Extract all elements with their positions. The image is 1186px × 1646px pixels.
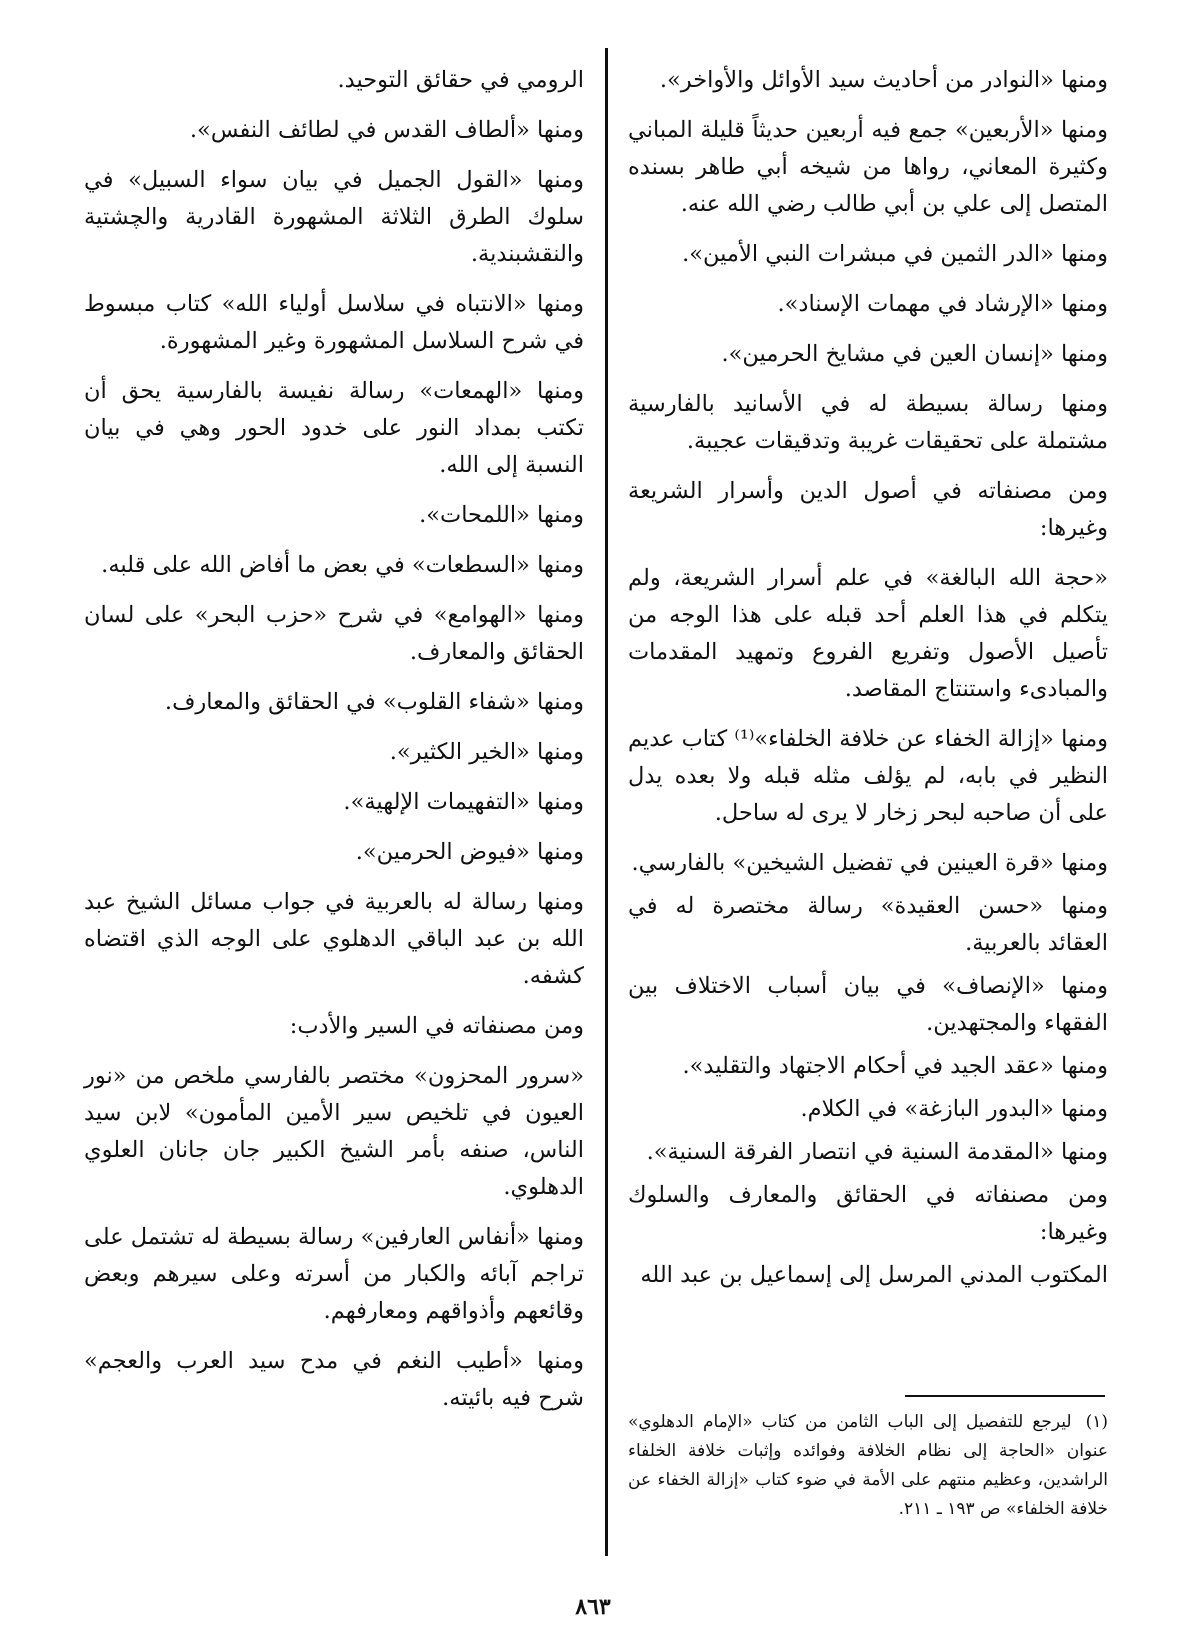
paragraph: ومنها «أطيب النغم في مدح سيد العرب والعجم» شرح فيه بائيته.: [84, 1348, 584, 1411]
paragraph: ومنها «الإرشاد في مهمات الإسناد».: [777, 291, 1108, 317]
paragraph: ومنها «الخير الكثير».: [389, 739, 584, 765]
paragraph: ومنها «إزالة الخفاء عن خلافة الخلفاء»⁽¹⁾ كتاب عديم النظير في بابه، لم يؤلف مثله قبله ولا بعده يدل على أن صاحبه لبحر زخار لا يرى له ساحل.: [628, 726, 1109, 826]
section-heading: ومن مصنفاته في السير والأدب:: [289, 1013, 584, 1039]
page-number: ٨٦٣: [575, 1594, 611, 1620]
paragraph: ومنها رسالة له بالعربية في جواب مسائل الشيخ عبد الله بن عبد الباقي الدهلوي على الوجه الذي اقتضاه كشفه.: [84, 889, 584, 989]
section-heading: ومن مصنفاته في أصول الدين وأسرار الشريعة وغيرها:: [628, 478, 1108, 541]
paragraph: ومنها «الإنصاف» في بيان أسباب الاختلاف بين الفقهاء والمجتهدين.: [628, 973, 1108, 1036]
paragraph: ومنها «عقد الجيد في أحكام الاجتهاد والتقليد».: [682, 1053, 1108, 1079]
column-divider: [605, 48, 608, 1556]
paragraph: «حجة الله البالغة» في علم أسرار الشريعة، ولم يتكلم في هذا العلم أحد قبله على هذا الوجه من تأصيل الأصول وتفريع الفروع وتمهيد المقدمات والمبادىء واستنتاج المقاصد.: [628, 565, 1108, 702]
paragraph: ومنها «فيوض الحرمين».: [355, 839, 584, 865]
paragraph: ومنها رسالة بسيطة له في الأسانيد بالفارسية مشتملة على تحقيقات غريبة وتدقيقات عجيبة.: [628, 391, 1108, 454]
paragraph: ومنها «شفاء القلوب» في الحقائق والمعارف.: [164, 689, 584, 715]
paragraph: ومنها «النوادر من أحاديث سيد الأوائل والأواخر».: [659, 67, 1108, 93]
paragraph: المكتوب المدني المرسل إلى إسماعيل بن عبد الله: [640, 1262, 1108, 1288]
paragraph: ومنها «البدور البازغة» في الكلام.: [800, 1096, 1108, 1122]
paragraph: الرومي في حقائق التوحيد.: [337, 67, 584, 93]
section-heading: ومن مصنفاته في الحقائق والمعارف والسلوك وغيرها:: [628, 1182, 1108, 1245]
paragraph: ومنها «المقدمة السنية في انتصار الفرقة السنية».: [646, 1139, 1108, 1165]
paragraph: ومنها «الانتباه في سلاسل أولياء الله» كتاب مبسوط في شرح السلاسل المشهورة وغير المشهورة.: [84, 291, 584, 354]
footnote-marker: (١): [1085, 1412, 1108, 1432]
paragraph: «سرور المحزون» مختصر بالفارسي ملخص من «نور العيون في تلخيص سير الأمين المأمون» لابن سيد الناس، صنفه بأمر الشيخ الكبير جان جانان العلوي الدهلوي.: [84, 1063, 584, 1200]
footnote-separator: [905, 1395, 1105, 1397]
paragraph: ومنها «ألطاف القدس في لطائف النفس».: [189, 117, 584, 143]
paragraph: ومنها «الدر الثمين في مبشرات النبي الأمين».: [682, 241, 1108, 267]
paragraph: ومنها «اللمحات».: [419, 502, 584, 528]
footnote-text: ليرجع للتفصيل إلى الباب الثامن من كتاب «الإمام الدهلوي» عنوان «الحاجة إلى نظام الخلافة وفوائده وإثبات خلافة الخلفاء الراشدين، وعظيم منتهم على الأمة في ضوء كتاب «إزالة الخفاء عن خلافة الخلفاء» ص ١٩٣ ـ ٢١١.: [628, 1412, 1108, 1519]
paragraph: ومنها «حسن العقيدة» رسالة مختصرة له في العقائد بالعربية.: [628, 893, 1108, 956]
paragraph: ومنها «السطعات» في بعض ما أفاض الله على قلبه.: [101, 552, 584, 578]
paragraph: ومنها «التفهيمات الإلهية».: [343, 789, 584, 815]
paragraph: ومنها «إنسان العين في مشايخ الحرمين».: [721, 341, 1108, 367]
paragraph: ومنها «الأربعين» جمع فيه أربعين حديثاً قليلة المباني وكثيرة المعاني، رواها من شيخه أبي طاهر بسنده المتصل إلى علي بن أبي طالب رضي الله عنه.: [628, 117, 1108, 217]
paragraph: ومنها «أنفاس العارفين» رسالة بسيطة له تشتمل على تراجم آبائه والكبار من أسرته وعلى سيرهم وبعض وقائعهم وأذواقهم ومعارفهم.: [84, 1224, 584, 1324]
paragraph: ومنها «قرة العينين في تفضيل الشيخين» بالفارسي.: [631, 850, 1108, 876]
paragraph: ومنها «الهوامع» في شرح «حزب البحر» على لسان الحقائق والمعارف.: [84, 602, 584, 665]
right-column: [628, 62, 1108, 1307]
paragraph: ومنها «الهمعات» رسالة نفيسة بالفارسية يحق أن تكتب بمداد النور على خدود الحور وهي في بيان النسبة إلى الله.: [84, 378, 584, 478]
paragraph: ومنها «القول الجميل في بيان سواء السبيل» في سلوك الطرق الثلاثة المشهورة القادرية والچشتية والنقشبندية.: [84, 167, 584, 267]
footnote: [628, 1408, 1108, 1524]
left-column: [84, 62, 584, 1430]
